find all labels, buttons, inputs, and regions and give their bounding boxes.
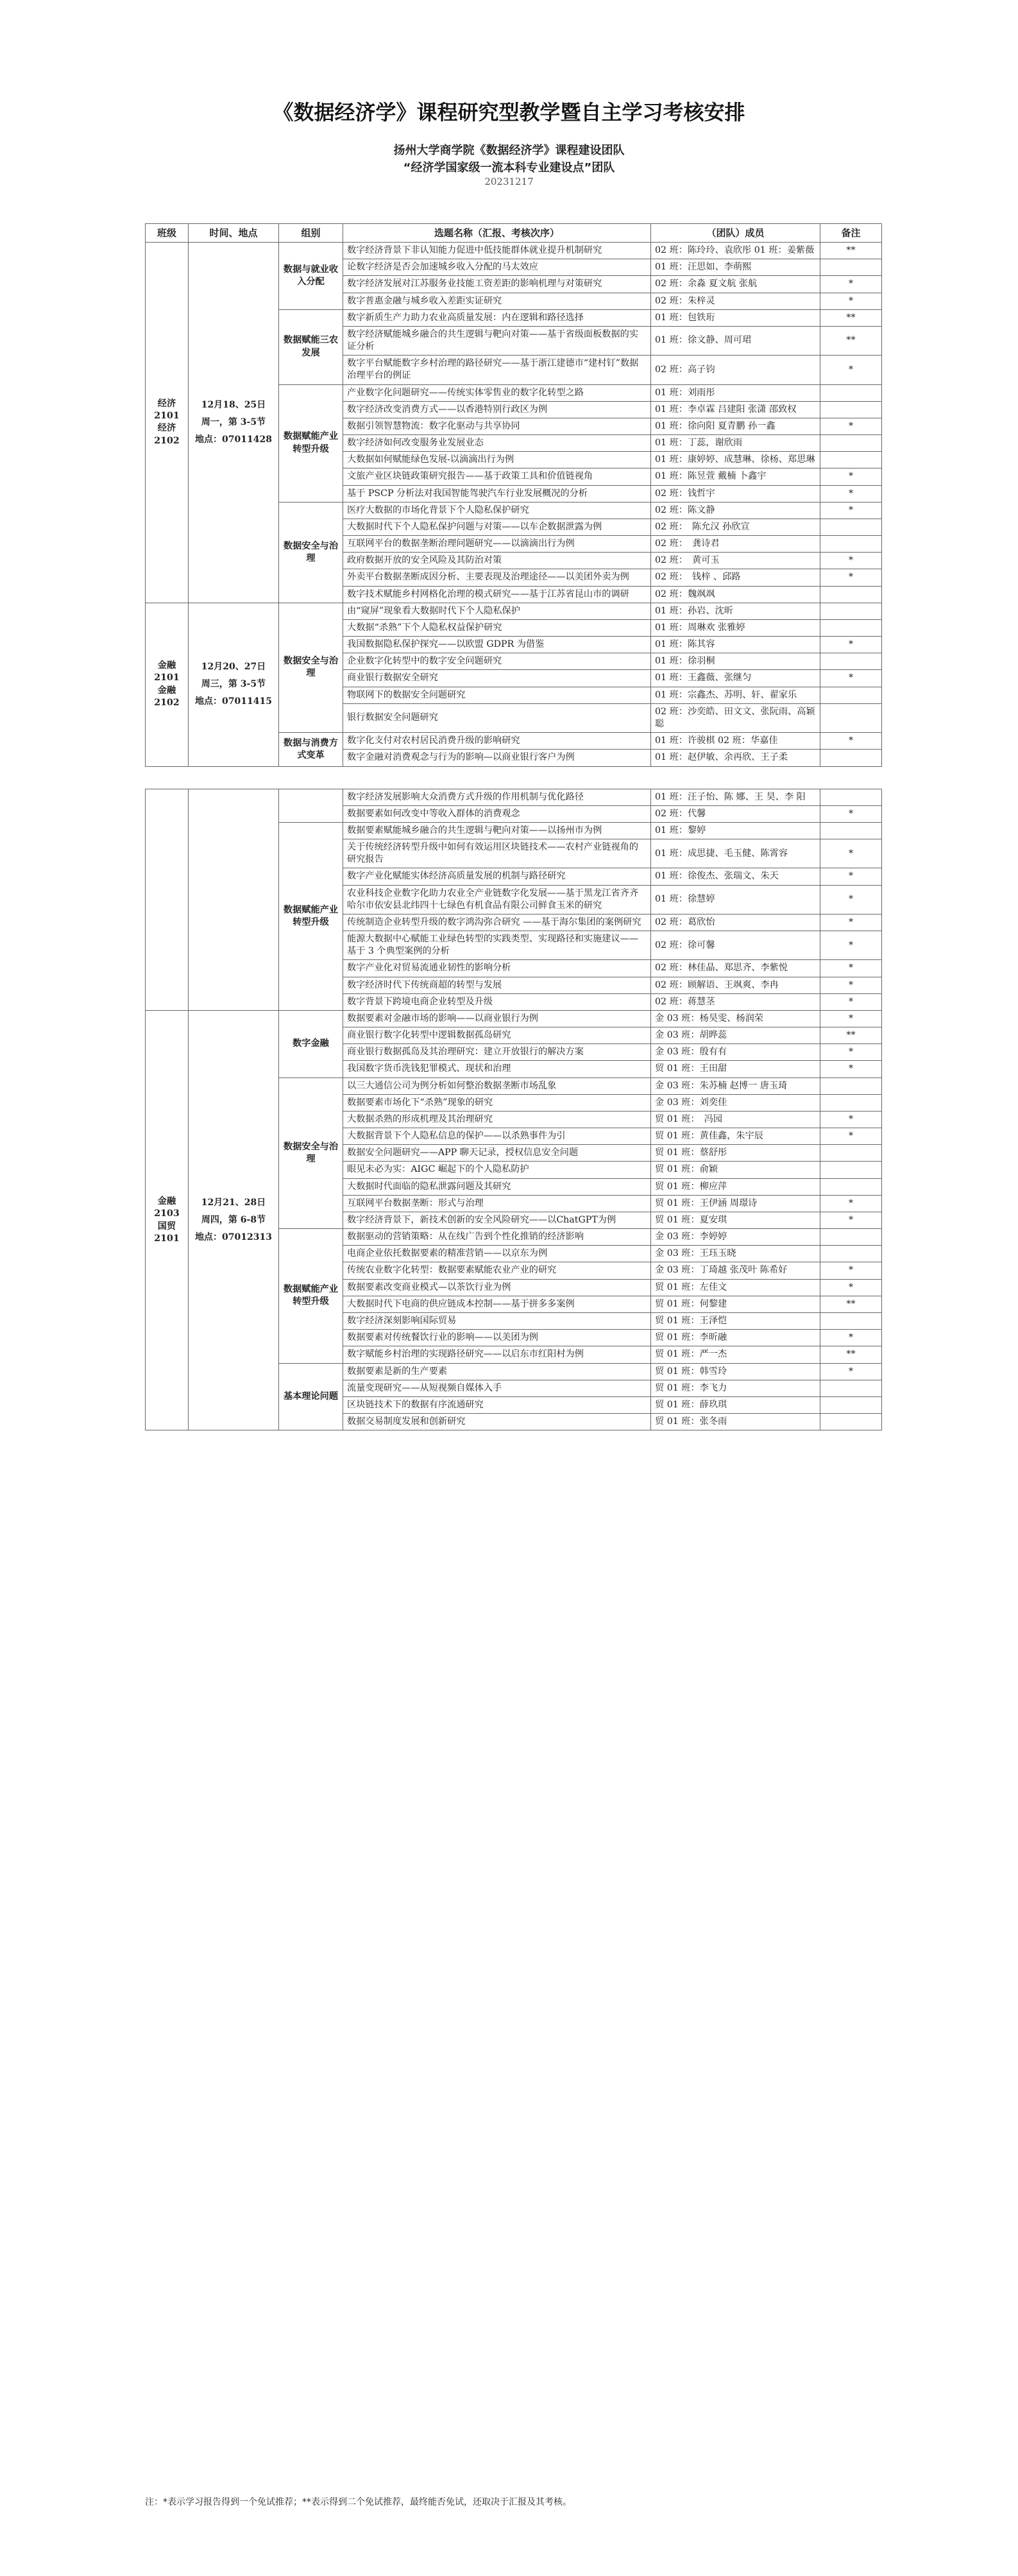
- time-place-line: 周四，第 6-8节: [201, 1215, 266, 1226]
- topic-cell: 数字经济深刻影响国际贸易: [343, 1313, 651, 1330]
- topic-cell: 企业数字化转型中的数字安全问题研究: [343, 653, 651, 670]
- members-cell: 02 班：魏飒飒: [651, 586, 820, 603]
- topic-cell: 论数字经济是否会加速城乡收入分配的马太效应: [343, 259, 651, 276]
- topic-cell: 关于传统经济转型升级中如何有效运用区块链技术——农村产业链视角的研究报告: [343, 839, 651, 868]
- topic-cell: 数字经济背景下非认知能力促进中低技能群体就业提升机制研究: [343, 243, 651, 259]
- members-cell: 01 班：徐羽桐: [651, 653, 820, 670]
- topic-cell: 数字背景下跨境电商企业转型及升级: [343, 993, 651, 1010]
- note-cell: *: [820, 1330, 882, 1346]
- time-place-line: 地点：07011428: [195, 434, 272, 445]
- subtitle-program: “经济学国家级一流本科专业建设点”团队: [403, 161, 615, 175]
- members-cell: 贸 01 班：王泽恺: [651, 1313, 820, 1330]
- table-row: [146, 1010, 882, 1027]
- footnote: 注：*表示学习报告得到一个免试推荐；**表示得到二个免试推荐，最终能否免试，还取决于汇报及其考核。: [145, 2497, 572, 2507]
- time-place-cell: [189, 603, 279, 766]
- note-cell: [820, 401, 882, 418]
- topic-cell: 大数据时代面临的隐私泄露问题及其研究: [343, 1178, 651, 1195]
- note-cell: [820, 789, 882, 805]
- note-cell: [820, 750, 882, 766]
- topic-cell: 数字经济发展对江苏服务业技能工资差距的影响机理与对策研究: [343, 276, 651, 293]
- members-cell: 贸 01 班：蔡舒彤: [651, 1145, 820, 1162]
- note-cell: **: [820, 1296, 882, 1312]
- note-cell: *: [820, 914, 882, 931]
- header-members: （团队）成员: [651, 224, 820, 243]
- note-cell: [820, 1229, 882, 1246]
- members-cell: 金 03 班：殷有有: [651, 1044, 820, 1061]
- members-cell: 金 03 班：王珏玉晓: [651, 1246, 820, 1262]
- time-place-line: 周一，第 3-5节: [201, 416, 266, 427]
- members-cell: 02 班：陈玲玲、袁欣彤 01 班：姜紫薇: [651, 243, 820, 259]
- time-place-line: 地点：07011415: [195, 696, 272, 707]
- note-cell: [820, 1246, 882, 1262]
- group-cell: 数据赋能产业转型升级: [279, 822, 343, 1010]
- group-cell: 基本理论问题: [279, 1363, 343, 1430]
- class-cell: 经济 2101 经济 2102: [146, 243, 189, 603]
- time-place-line: 12月18、25日: [201, 400, 266, 411]
- note-cell: **: [820, 309, 882, 326]
- members-cell: 02 班：钱哲宇: [651, 485, 820, 502]
- note-cell: [820, 687, 882, 703]
- topic-cell: 医疗大数据的市场化背景下个人隐私保护研究: [343, 502, 651, 519]
- note-cell: [820, 603, 882, 619]
- topic-cell: 能源大数据中心赋能工业绿色转型的实践类型、实现路径和实施建议——基于 3 个典型案例的分析: [343, 931, 651, 960]
- members-cell: 金 03 班：杨昊雯、杨润荣: [651, 1010, 820, 1027]
- note-cell: *: [820, 485, 882, 502]
- time-place-cell: [189, 1010, 279, 1430]
- members-cell: 贸 01 班：左佳文: [651, 1279, 820, 1296]
- class-cell: 金融 2101 金融 2102: [146, 603, 189, 766]
- members-cell: 贸 01 班：夏安琪: [651, 1212, 820, 1228]
- note-cell: [820, 435, 882, 452]
- topic-cell: 数字技术赋能乡村网格化治理的模式研究——基于江苏省昆山市的调研: [343, 586, 651, 603]
- note-cell: *: [820, 637, 882, 653]
- members-cell: 金 03 班：刘奕佳: [651, 1094, 820, 1111]
- topic-cell: 数字经济背景下，新技术创新的安全风险研究——以ChatGPT为例: [343, 1212, 651, 1228]
- topic-cell: 以三大通信公司为例分析如何整治数据垄断市场乱象: [343, 1078, 651, 1094]
- topic-cell: 大数据时代下电商的供应链成本控制——基于拼多多案例: [343, 1296, 651, 1312]
- topic-cell: 数据安全问题研究——APP 聊天记录，授权信息安全问题: [343, 1145, 651, 1162]
- members-cell: 贸 01 班：黄佳鑫，朱宇辰: [651, 1128, 820, 1145]
- members-cell: 贸 01 班：柳应萍: [651, 1178, 820, 1195]
- topic-cell: 商业银行数据安全研究: [343, 670, 651, 687]
- note-cell: [820, 1414, 882, 1430]
- members-cell: 贸 01 班：李昕融: [651, 1330, 820, 1346]
- members-cell: 02 班：代馨: [651, 805, 820, 822]
- topic-cell: 数字经济如何改变服务业发展业态: [343, 435, 651, 452]
- members-cell: 01 班：赵伊敏、余再欣、王子柔: [651, 750, 820, 766]
- note-cell: [820, 1396, 882, 1413]
- topic-cell: 数字产业化对贸易流通业韧性的影响分析: [343, 960, 651, 977]
- topic-cell: 互联网平台数据垄断：形式与治理: [343, 1195, 651, 1212]
- note-cell: [820, 1145, 882, 1162]
- topic-cell: 数字经济赋能城乡融合的共生逻辑与靶向对策——基于省级面板数据的实证分析: [343, 326, 651, 355]
- note-cell: *: [820, 670, 882, 687]
- note-cell: *: [820, 805, 882, 822]
- note-cell: **: [820, 326, 882, 355]
- group-cell: 数据安全与治理: [279, 502, 343, 603]
- topic-cell: 农业科技企业数字化助力农业全产业链数字化发展——基于黑龙江省齐齐哈尔市依安县北纬四十七绿色有机食品有限公司鲜食玉米的研究: [343, 885, 651, 914]
- topic-cell: 数字产业化赋能实体经济高质量发展的机制与路径研究: [343, 868, 651, 885]
- note-cell: *: [820, 1195, 882, 1212]
- members-cell: 02 班： 陈允汉 孙欣宣: [651, 519, 820, 535]
- topic-cell: 我国数据隐私保护探究——以欧盟 GDPR 为借鉴: [343, 637, 651, 653]
- topic-cell: 数据要素如何改变中等收入群体的消费观念: [343, 805, 651, 822]
- members-cell: 02 班：林佳晶、郑思齐、李紫悦: [651, 960, 820, 977]
- members-cell: 01 班：刘雨彤: [651, 384, 820, 401]
- time-place-cell: [189, 789, 279, 1010]
- topic-cell: 大数据背景下个人隐私信息的保护——以杀熟事件为引: [343, 1128, 651, 1145]
- members-cell: 02 班：沙奕皓、田文文、张阮雨、高颖聪: [651, 703, 820, 732]
- topic-cell: 数据要素改变商业模式—以茶饮行业为例: [343, 1279, 651, 1296]
- topic-cell: 大数据时代下个人隐私保护问题与对策——以车企数据泄露为例: [343, 519, 651, 535]
- topic-cell: 数字经济发展影响大众消费方式升级的作用机制与优化路径: [343, 789, 651, 805]
- members-cell: 贸 01 班：李飞力: [651, 1380, 820, 1396]
- members-cell: 01 班：汪思如、李萌熙: [651, 259, 820, 276]
- topic-cell: 大数据“杀熟”下个人隐私权益保护研究: [343, 619, 651, 636]
- note-cell: [820, 619, 882, 636]
- topic-cell: 大数据杀熟的形成机理及其治理研究: [343, 1111, 651, 1128]
- note-cell: [820, 452, 882, 468]
- topic-cell: 物联网下的数据安全问题研究: [343, 687, 651, 703]
- topic-cell: 基于 PSCP 分析法对我国智能驾驶汽车行业发展概况的分析: [343, 485, 651, 502]
- topic-cell: 我国数字货币洗钱犯罪模式、现状和治理: [343, 1061, 651, 1078]
- topic-cell: 由“窥屏”现象看大数据时代下个人隐私保护: [343, 603, 651, 619]
- note-cell: **: [820, 243, 882, 259]
- note-cell: *: [820, 1061, 882, 1078]
- members-cell: 01 班：许骏棋 02 班：华嘉佳: [651, 733, 820, 750]
- topic-cell: 数字新质生产力助力农业高质量发展：内在逻辑和路径选择: [343, 309, 651, 326]
- note-cell: *: [820, 276, 882, 293]
- members-cell: 02 班：葛欣怡: [651, 914, 820, 931]
- note-cell: *: [820, 868, 882, 885]
- note-cell: [820, 822, 882, 839]
- table-row: [146, 603, 882, 619]
- note-cell: *: [820, 1128, 882, 1145]
- page-title: 《数据经济学》课程研究型教学暨自主学习考核安排: [273, 100, 745, 125]
- members-cell: 02 班： 龚诗君: [651, 536, 820, 553]
- members-cell: 02 班：朱梓灵: [651, 293, 820, 309]
- members-cell: 贸 01 班： 冯园: [651, 1111, 820, 1128]
- note-cell: [820, 586, 882, 603]
- note-cell: *: [820, 553, 882, 569]
- subtitle-team: 扬州大学商学院《数据经济学》课程建设团队: [393, 144, 625, 157]
- topic-cell: 数据要素市场化下“杀熟”现象的研究: [343, 1094, 651, 1111]
- members-cell: 01 班：康婷婷、成慧琳、徐杨、郑思琳: [651, 452, 820, 468]
- members-cell: 贸 01 班：王伊涵 周璟诗: [651, 1195, 820, 1212]
- note-cell: [820, 519, 882, 535]
- note-cell: *: [820, 1212, 882, 1228]
- group-cell: [279, 789, 343, 822]
- members-cell: 01 班：王鑫薇、张继匀: [651, 670, 820, 687]
- group-cell: 数据安全与治理: [279, 603, 343, 732]
- document-date: 20231217: [484, 176, 534, 187]
- members-cell: 02 班：徐可馨: [651, 931, 820, 960]
- section-gap: [146, 766, 882, 789]
- topic-cell: 文旅产业区块链政策研究报告——基于政策工具和价值链视角: [343, 468, 651, 485]
- members-cell: 贸 01 班：俞颖: [651, 1162, 820, 1178]
- topic-cell: 数据要素对传统餐饮行业的影响——以美团为例: [343, 1330, 651, 1346]
- topic-cell: 互联网平台的数据垄断治理问题研究——以滴滴出行为例: [343, 536, 651, 553]
- note-cell: [820, 1313, 882, 1330]
- class-cell: 金融 2103 国贸 2101: [146, 1010, 189, 1430]
- note-cell: *: [820, 733, 882, 750]
- topic-cell: 数据引领智慧物流：数字化驱动与共享协同: [343, 418, 651, 434]
- note-cell: [820, 1380, 882, 1396]
- topic-cell: 数据要素赋能城乡融合的共生逻辑与靶向对策——以扬州市为例: [343, 822, 651, 839]
- time-place-line: 地点：07012313: [195, 1232, 272, 1242]
- time-place-cell: [189, 243, 279, 603]
- group-cell: 数据赋能三农发展: [279, 309, 343, 384]
- topic-cell: 产业数字化问题研究——传统实体零售业的数字化转型之路: [343, 384, 651, 401]
- topic-cell: 数字金融对消费观念与行为的影响—以商业银行客户为例: [343, 750, 651, 766]
- note-cell: *: [820, 502, 882, 519]
- note-cell: [820, 536, 882, 553]
- members-cell: 贸 01 班：薛玖琪: [651, 1396, 820, 1413]
- schedule-table: [145, 223, 882, 1430]
- members-cell: 02 班：陈文静: [651, 502, 820, 519]
- topic-cell: 数字普惠金融与城乡收入差距实证研究: [343, 293, 651, 309]
- members-cell: 01 班：徐向阳 夏青鹏 孙一鑫: [651, 418, 820, 434]
- note-cell: [820, 653, 882, 670]
- note-cell: *: [820, 960, 882, 977]
- note-cell: *: [820, 468, 882, 485]
- topic-cell: 眼见未必为实：AIGC 崛起下的个人隐私防护: [343, 1162, 651, 1178]
- note-cell: [820, 384, 882, 401]
- group-cell: 数据与就业收入分配: [279, 243, 343, 310]
- members-cell: 金 03 班：丁琦越 张茂叶 陈希好: [651, 1262, 820, 1279]
- topic-cell: 外卖平台数据垄断成因分析、主要表现及治理途径——以美团外卖为例: [343, 569, 651, 586]
- note-cell: [820, 1078, 882, 1094]
- members-cell: 贸 01 班：王田甜: [651, 1061, 820, 1078]
- topic-cell: 政府数据开放的安全风险及其防治对策: [343, 553, 651, 569]
- topic-cell: 数字赋能乡村治理的实现路径研究——以启东市红阳村为例: [343, 1346, 651, 1363]
- note-cell: *: [820, 993, 882, 1010]
- members-cell: 01 班：周琳欢 张雅婷: [651, 619, 820, 636]
- topic-cell: 数据驱动的营销策略：从在线广告到个性化推销的经济影响: [343, 1229, 651, 1246]
- topic-cell: 数字化支付对农村居民消费升级的影响研究: [343, 733, 651, 750]
- note-cell: *: [820, 1279, 882, 1296]
- members-cell: 02 班： 黄可玉: [651, 553, 820, 569]
- topic-cell: 银行数据安全问题研究: [343, 703, 651, 732]
- note-cell: *: [820, 356, 882, 384]
- members-cell: 01 班：孙岩、沈昕: [651, 603, 820, 619]
- members-cell: 02 班： 钱梓 、邱路: [651, 569, 820, 586]
- members-cell: 02 班：高子钧: [651, 356, 820, 384]
- header-row: [146, 224, 882, 243]
- topic-cell: 数据要素对金融市场的影响——以商业银行为例: [343, 1010, 651, 1027]
- members-cell: 01 班：陈昱萱 戴楠 卜鑫宇: [651, 468, 820, 485]
- note-cell: *: [820, 569, 882, 586]
- table-row: [146, 243, 882, 259]
- topic-cell: 电商企业依托数据要素的精准营销——以京东为例: [343, 1246, 651, 1262]
- note-cell: [820, 1094, 882, 1111]
- topic-cell: 传统农业数字化转型：数据要素赋能农业产业的研究: [343, 1262, 651, 1279]
- note-cell: *: [820, 418, 882, 434]
- topic-cell: 数据要素是新的生产要素: [343, 1363, 651, 1380]
- topic-cell: 数据交易制度发展和创新研究: [343, 1414, 651, 1430]
- note-cell: *: [820, 977, 882, 993]
- topic-cell: 数字经济改变消费方式——以香港特别行政区为例: [343, 401, 651, 418]
- note-cell: [820, 1178, 882, 1195]
- members-cell: 贸 01 班：韩雪玲: [651, 1363, 820, 1380]
- note-cell: **: [820, 1346, 882, 1363]
- members-cell: 01 班：丁蕊，谢欣雨: [651, 435, 820, 452]
- members-cell: 02 班：余淼 夏文航 张航: [651, 276, 820, 293]
- members-cell: 01 班：宗鑫杰、苏明、轩、翟家乐: [651, 687, 820, 703]
- members-cell: 02 班：蒋慧茎: [651, 993, 820, 1010]
- header-group: 组别: [279, 224, 343, 243]
- note-cell: *: [820, 1363, 882, 1380]
- group-cell: 数据赋能产业转型升级: [279, 384, 343, 502]
- group-cell: 数据赋能产业转型升级: [279, 1229, 343, 1363]
- time-place-line: 12月21、28日: [201, 1198, 266, 1208]
- note-cell: *: [820, 1010, 882, 1027]
- gap-cell: [146, 766, 882, 789]
- topic-cell: 传统制造企业转型升级的数字鸿沟弥合研究 ——基于海尔集团的案例研究: [343, 914, 651, 931]
- note-cell: *: [820, 1111, 882, 1128]
- header-note: 备注: [820, 224, 882, 243]
- topic-cell: 区块链技术下的数据有序流通研究: [343, 1396, 651, 1413]
- header-class: 班级: [146, 224, 189, 243]
- topic-cell: 商业银行数字化转型中逻辑数据孤岛研究: [343, 1027, 651, 1044]
- note-cell: [820, 1162, 882, 1178]
- group-cell: 数字金融: [279, 1010, 343, 1078]
- note-cell: *: [820, 1044, 882, 1061]
- members-cell: 02 班：顾解语、王飒爽、李冉: [651, 977, 820, 993]
- time-place-line: 周三，第 3-5节: [201, 679, 266, 690]
- note-cell: *: [820, 839, 882, 868]
- members-cell: 贸 01 班：张冬雨: [651, 1414, 820, 1430]
- note-cell: [820, 703, 882, 732]
- time-place-line: 12月20、27日: [201, 662, 266, 673]
- note-cell: *: [820, 885, 882, 914]
- members-cell: 贸 01 班：何黎建: [651, 1296, 820, 1312]
- class-cell: [146, 789, 189, 1010]
- topic-cell: 流量变现研究——从短视频自媒体入手: [343, 1380, 651, 1396]
- members-cell: 01 班：包铁珩: [651, 309, 820, 326]
- note-cell: *: [820, 1262, 882, 1279]
- members-cell: 金 03 班：朱苏楠 赵博一 唐玉琦: [651, 1078, 820, 1094]
- members-cell: 01 班：黎婷: [651, 822, 820, 839]
- members-cell: 01 班：陈其容: [651, 637, 820, 653]
- members-cell: 贸 01 班：严一杰: [651, 1346, 820, 1363]
- topic-cell: 商业银行数据孤岛及其治理研究：建立开放银行的解决方案: [343, 1044, 651, 1061]
- members-cell: 01 班：徐俊杰、张瑞文、朱天: [651, 868, 820, 885]
- note-cell: [820, 259, 882, 276]
- header-topic: 选题名称（汇报、考核次序）: [343, 224, 651, 243]
- topic-cell: 数字经济时代下传统商超的转型与发展: [343, 977, 651, 993]
- topic-cell: 大数据如何赋能绿色发展-以滴滴出行为例: [343, 452, 651, 468]
- topic-cell: 数字平台赋能数字乡村治理的路径研究——基于浙江建德市“建村钉”数据治理平台的例证: [343, 356, 651, 384]
- members-cell: 金 03 班：胡晔蕊: [651, 1027, 820, 1044]
- members-cell: 金 03 班：李婷婷: [651, 1229, 820, 1246]
- members-cell: 01 班：徐慧婷: [651, 885, 820, 914]
- group-cell: 数据与消费方式变革: [279, 733, 343, 766]
- members-cell: 01 班：徐文静、周可珺: [651, 326, 820, 355]
- header-time-place: 时间、地点: [189, 224, 279, 243]
- note-cell: *: [820, 931, 882, 960]
- table-row: [146, 789, 882, 805]
- members-cell: 01 班：汪子怡、陈 娜、王 昊、李 阳: [651, 789, 820, 805]
- note-cell: **: [820, 1027, 882, 1044]
- members-cell: 01 班：李卓霖 吕建阳 张潇 邵致权: [651, 401, 820, 418]
- members-cell: 01 班：成思捷、毛玉健、陈霄容: [651, 839, 820, 868]
- note-cell: *: [820, 293, 882, 309]
- group-cell: 数据安全与治理: [279, 1078, 343, 1229]
